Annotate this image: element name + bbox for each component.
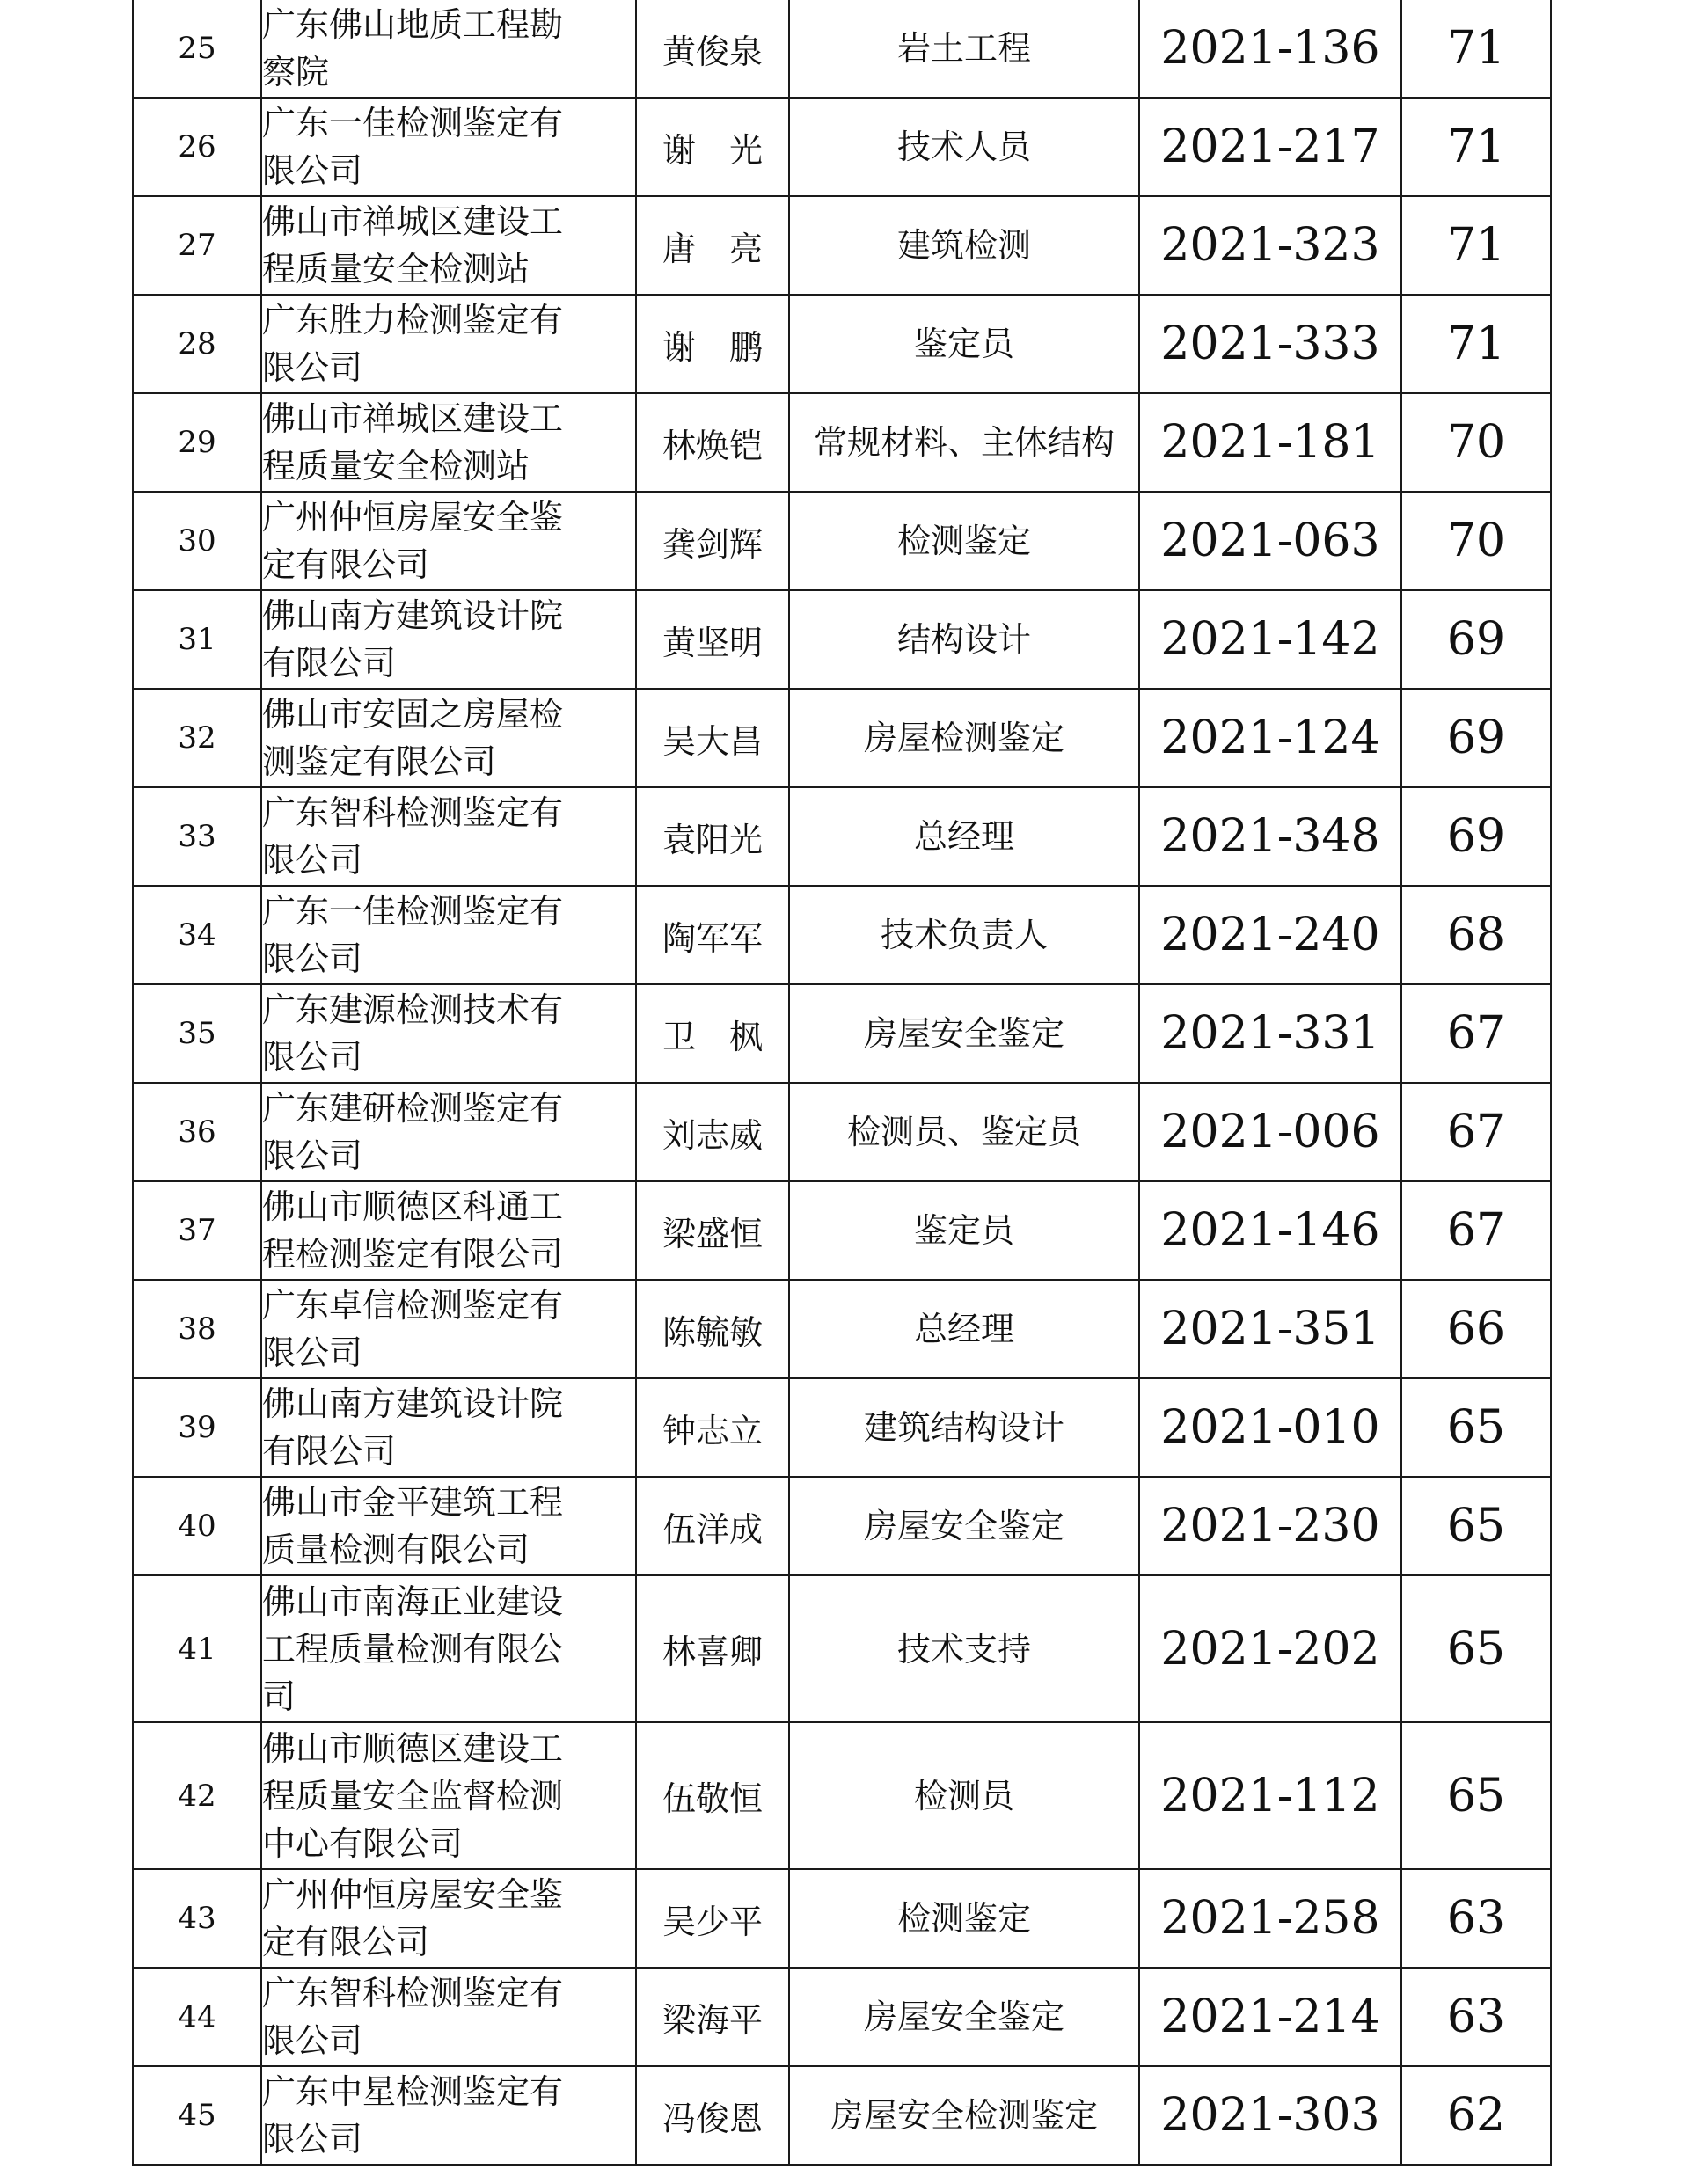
certificate-number: 2021-217 (1139, 98, 1401, 196)
unit-name (261, 1968, 636, 2066)
certificate-number: 2021-142 (1139, 590, 1401, 689)
specialty: 技术负责人 (789, 886, 1139, 984)
table-row (133, 393, 1551, 492)
unit-name-line: 广州仲恒房屋安全鉴 (262, 498, 564, 537)
unit-name-line: 佛山市禅城区建设工 (262, 202, 564, 241)
person-name: 黄俊泉 (636, 0, 789, 98)
specialty: 检测鉴定 (789, 1869, 1139, 1968)
unit-name (261, 689, 636, 787)
unit-name-line: 广东胜力检测鉴定有 (262, 301, 564, 340)
specialty: 建筑结构设计 (789, 1378, 1139, 1477)
score: 63 (1401, 1869, 1551, 1968)
unit-name-line: 限公司 (262, 1038, 363, 1077)
row-number: 32 (133, 689, 261, 787)
table-row (133, 787, 1551, 886)
unit-name-line: 限公司 (262, 2021, 363, 2060)
table-row (133, 1280, 1551, 1378)
unit-name-line: 测鉴定有限公司 (262, 742, 497, 781)
table-row (133, 1378, 1551, 1477)
unit-name-line: 广东卓信检测鉴定有 (262, 1286, 564, 1325)
unit-name (261, 787, 636, 886)
score: 66 (1401, 1280, 1551, 1378)
person-name: 黄坚明 (636, 590, 789, 689)
table-row (133, 492, 1551, 590)
table-row (133, 1722, 1551, 1869)
specialty: 鉴定员 (789, 295, 1139, 393)
unit-name-line: 广东一佳检测鉴定有 (262, 104, 564, 142)
row-number: 25 (133, 0, 261, 98)
specialty: 检测员、鉴定员 (789, 1083, 1139, 1181)
specialty: 房屋安全鉴定 (789, 1968, 1139, 2066)
score: 70 (1401, 393, 1551, 492)
unit-name-line: 限公司 (262, 841, 363, 880)
unit-name-line: 佛山市禅城区建设工 (262, 399, 564, 438)
unit-name (261, 1280, 636, 1378)
table-row (133, 98, 1551, 196)
row-number: 29 (133, 393, 261, 492)
unit-name-line: 广东建研检测鉴定有 (262, 1089, 564, 1128)
unit-name-line: 有限公司 (262, 1432, 397, 1471)
row-number: 42 (133, 1722, 261, 1869)
certificate-number: 2021-230 (1139, 1477, 1401, 1575)
certificate-number: 2021-240 (1139, 886, 1401, 984)
unit-name-line: 定有限公司 (262, 545, 430, 584)
row-number: 39 (133, 1378, 261, 1477)
row-number: 41 (133, 1575, 261, 1722)
unit-name-line: 佛山市安固之房屋检 (262, 695, 564, 734)
person-name: 梁盛恒 (636, 1181, 789, 1280)
table-row (133, 1968, 1551, 2066)
unit-name (261, 1181, 636, 1280)
score: 69 (1401, 590, 1551, 689)
unit-name (261, 196, 636, 295)
table-row (133, 1575, 1551, 1722)
table-row (133, 1869, 1551, 1968)
score: 65 (1401, 1575, 1551, 1722)
unit-name-line: 广东佛山地质工程勘 (262, 5, 564, 44)
unit-name-line: 广东中星检测鉴定有 (262, 2072, 564, 2111)
score: 70 (1401, 492, 1551, 590)
unit-name (261, 1575, 636, 1722)
score: 69 (1401, 787, 1551, 886)
unit-name (261, 1083, 636, 1181)
specialty: 总经理 (789, 787, 1139, 886)
person-name: 冯俊恩 (636, 2066, 789, 2165)
score: 62 (1401, 2066, 1551, 2165)
unit-name-line: 察院 (262, 53, 330, 91)
person-name: 卫 枫 (636, 984, 789, 1083)
unit-name (261, 984, 636, 1083)
specialty: 建筑检测 (789, 196, 1139, 295)
table-row (133, 689, 1551, 787)
unit-name-line: 佛山市顺德区科通工 (262, 1187, 564, 1226)
unit-name-line: 佛山市金平建筑工程 (262, 1483, 564, 1522)
specialty: 检测鉴定 (789, 492, 1139, 590)
unit-name (261, 0, 636, 98)
row-number: 38 (133, 1280, 261, 1378)
unit-name-line: 限公司 (262, 348, 363, 387)
row-number: 36 (133, 1083, 261, 1181)
row-number: 35 (133, 984, 261, 1083)
score: 67 (1401, 1181, 1551, 1280)
person-name: 林喜卿 (636, 1575, 789, 1722)
certificate-number: 2021-124 (1139, 689, 1401, 787)
unit-name-line: 程质量安全检测站 (262, 447, 530, 486)
person-name: 龚剑辉 (636, 492, 789, 590)
unit-name-line: 中心有限公司 (262, 1823, 464, 1863)
certificate-number: 2021-348 (1139, 787, 1401, 886)
specialty: 房屋安全检测鉴定 (789, 2066, 1139, 2165)
specialty: 结构设计 (789, 590, 1139, 689)
table-row (133, 590, 1551, 689)
unit-name (261, 393, 636, 492)
certificate-number: 2021-181 (1139, 393, 1401, 492)
table-row (133, 1181, 1551, 1280)
unit-name-line: 限公司 (262, 1136, 363, 1175)
certificate-number: 2021-112 (1139, 1722, 1401, 1869)
table-row (133, 0, 1551, 98)
row-number: 27 (133, 196, 261, 295)
unit-name-line: 佛山市南海正业建设 (262, 1581, 564, 1621)
specialty: 检测员 (789, 1722, 1139, 1869)
score: 71 (1401, 98, 1551, 196)
unit-name-line: 佛山南方建筑设计院 (262, 596, 564, 635)
specialty: 技术人员 (789, 98, 1139, 196)
person-name: 钟志立 (636, 1378, 789, 1477)
score: 65 (1401, 1378, 1551, 1477)
table-row (133, 2066, 1551, 2165)
row-number: 40 (133, 1477, 261, 1575)
certificate-number: 2021-006 (1139, 1083, 1401, 1181)
row-number: 26 (133, 98, 261, 196)
certificate-number: 2021-331 (1139, 984, 1401, 1083)
score: 67 (1401, 1083, 1551, 1181)
unit-name (261, 886, 636, 984)
unit-name (261, 2066, 636, 2165)
certificate-number: 2021-258 (1139, 1869, 1401, 1968)
unit-name-line: 限公司 (262, 151, 363, 190)
unit-name (261, 1722, 636, 1869)
unit-name-line: 广州仲恒房屋安全鉴 (262, 1875, 564, 1914)
table-row (133, 295, 1551, 393)
unit-name-line: 佛山市顺德区建设工 (262, 1728, 564, 1768)
certificate-number: 2021-136 (1139, 0, 1401, 98)
unit-name-line: 限公司 (262, 939, 363, 978)
table-row (133, 886, 1551, 984)
unit-name (261, 295, 636, 393)
unit-name (261, 98, 636, 196)
results-table (132, 0, 1552, 2166)
score: 68 (1401, 886, 1551, 984)
unit-name-line: 限公司 (262, 1333, 363, 1372)
person-name: 梁海平 (636, 1968, 789, 2066)
person-name: 陈毓敏 (636, 1280, 789, 1378)
table-body (133, 0, 1551, 2165)
specialty: 鉴定员 (789, 1181, 1139, 1280)
certificate-number: 2021-214 (1139, 1968, 1401, 2066)
specialty: 房屋安全鉴定 (789, 984, 1139, 1083)
unit-name (261, 590, 636, 689)
person-name: 谢 鹏 (636, 295, 789, 393)
unit-name-line: 定有限公司 (262, 1923, 430, 1961)
person-name: 谢 光 (636, 98, 789, 196)
specialty: 技术支持 (789, 1575, 1139, 1722)
certificate-number: 2021-202 (1139, 1575, 1401, 1722)
unit-name-line: 程质量安全检测站 (262, 250, 530, 289)
row-number: 28 (133, 295, 261, 393)
score: 65 (1401, 1722, 1551, 1869)
score: 71 (1401, 196, 1551, 295)
unit-name-line: 质量检测有限公司 (262, 1530, 530, 1569)
unit-name-line: 限公司 (262, 2120, 363, 2158)
row-number: 30 (133, 492, 261, 590)
person-name: 伍敬恒 (636, 1722, 789, 1869)
score: 65 (1401, 1477, 1551, 1575)
unit-name-line: 司 (262, 1676, 296, 1716)
specialty: 房屋检测鉴定 (789, 689, 1139, 787)
row-number: 44 (133, 1968, 261, 2066)
certificate-number: 2021-303 (1139, 2066, 1401, 2165)
row-number: 45 (133, 2066, 261, 2165)
certificate-number: 2021-323 (1139, 196, 1401, 295)
unit-name (261, 1869, 636, 1968)
person-name: 唐 亮 (636, 196, 789, 295)
unit-name-line: 佛山南方建筑设计院 (262, 1384, 564, 1423)
table-row (133, 1477, 1551, 1575)
unit-name (261, 492, 636, 590)
specialty: 岩土工程 (789, 0, 1139, 98)
unit-name-line: 工程质量检测有限公 (262, 1629, 564, 1669)
person-name: 吴大昌 (636, 689, 789, 787)
person-name: 袁阳光 (636, 787, 789, 886)
certificate-number: 2021-351 (1139, 1280, 1401, 1378)
score: 69 (1401, 689, 1551, 787)
person-name: 刘志威 (636, 1083, 789, 1181)
unit-name-line: 程质量安全监督检测 (262, 1776, 564, 1815)
score: 67 (1401, 984, 1551, 1083)
unit-name-line: 广东一佳检测鉴定有 (262, 892, 564, 931)
specialty: 总经理 (789, 1280, 1139, 1378)
unit-name (261, 1378, 636, 1477)
row-number: 43 (133, 1869, 261, 1968)
person-name: 林焕铠 (636, 393, 789, 492)
person-name: 陶军军 (636, 886, 789, 984)
unit-name-line: 广东建源检测技术有 (262, 990, 564, 1029)
unit-name-line: 程检测鉴定有限公司 (262, 1235, 564, 1274)
unit-name (261, 1477, 636, 1575)
score: 71 (1401, 0, 1551, 98)
row-number: 34 (133, 886, 261, 984)
person-name: 伍洋成 (636, 1477, 789, 1575)
row-number: 31 (133, 590, 261, 689)
score: 63 (1401, 1968, 1551, 2066)
row-number: 37 (133, 1181, 261, 1280)
table-row (133, 984, 1551, 1083)
certificate-number: 2021-010 (1139, 1378, 1401, 1477)
certificate-number: 2021-333 (1139, 295, 1401, 393)
certificate-number: 2021-146 (1139, 1181, 1401, 1280)
certificate-number: 2021-063 (1139, 492, 1401, 590)
table-row (133, 196, 1551, 295)
unit-name-line: 广东智科检测鉴定有 (262, 1974, 564, 2012)
specialty: 房屋安全鉴定 (789, 1477, 1139, 1575)
row-number: 33 (133, 787, 261, 886)
table-row (133, 1083, 1551, 1181)
score: 71 (1401, 295, 1551, 393)
specialty: 常规材料、主体结构 (789, 393, 1139, 492)
unit-name-line: 有限公司 (262, 644, 397, 683)
person-name: 吴少平 (636, 1869, 789, 1968)
unit-name-line: 广东智科检测鉴定有 (262, 793, 564, 832)
